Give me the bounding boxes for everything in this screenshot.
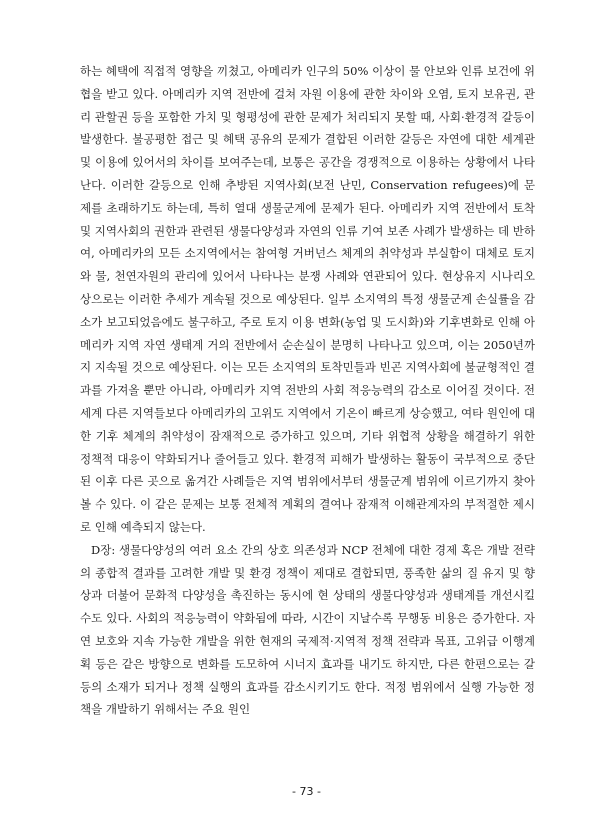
body-text	[80, 60, 535, 721]
paragraph-1: 하는 혜택에 직접적 영향을 끼쳤고, 아메리카 인구의 50% 이상이 물 안보와 인류 보건에 위협을 받고 있다. 아메리카 지역 전반에 걸쳐 자원 이용에 관한 차이와 오염, 토지 보유권, 관리 관할권 등을 포함한 가치 및 형평성에 관한 문제가 처리되지 못할 때, 사회·환경적 갈등이 발생한다. 불공평한 접근 및 혜택 공유의 문제가 결합된 이러한 갈등은 자연에 대한 세계관 및 이용에 있어서의 차이를 보여주는데, 보통은 공간을 경쟁적으로 이용하는 상황에서 나타난다. 이러한 갈등으로 인해 추방된 지역사회(보전 난민, Conservation refugees)에 문제를 초래하기도 하는데, 특히 열대 생물군계에 문제가 된다. 아메리카 지역 전반에서 토착 및 지역사회의 권한과 관련된 생물다양성과 자연의 인류 기여 보존 사례가 발생하는 데 반하여, 아메리카의 모든 소지역에서는 참여형 거버넌스 체계의 취약성과 부실함이 대체로 토지와 물, 천연자원의 관리에 있어서 나타나는 분쟁 사례와 연관되어 있다. 현상유지 시나리오 상으로는 이러한 추세가 계속될 것으로 예상된다. 일부 소지역의 특정 생물군계 손실률을 감소가 보고되었음에도 불구하고, 주로 토지 이용 변화(농업 및 도시화)와 기후변화로 인해 아메리카 지역 자연 생태계 거의 전반에서 순손실이 분명히 나타나고 있으며, 이는 2050년까지 지속될 것으로 예상된다. 이는 모든 소지역의 토착민들과 빈곤 지역사회에 불균형적인 결과를 가져올 뿐만 아니라, 아메리카 지역 전반의 사회 적응능력의 감소로 이어질 것이다. 전 세계 다른 지역들보다 아메리카의 고위도 지역에서 기온이 빠르게 상승했고, 여타 원인에 대한 기후 체계의 취약성이 잠재적으로 증가하고 있으며, 기타 위협적 상황을 해결하기 위한 정책적 대응이 약화되거나 줄어들고 있다. 환경적 피해가 발생하는 활동이 국부적으로 중단된 이후 다른 곳으로 옮겨간 사례들은 지역 범위에서부터 생물군계 범위에 이르기까지 찾아볼 수 있다. 이 같은 문제는 보통 전체적 계획의 결여나 잠재적 이해관계자의 부적절한 제시로 인해 예측되지 않는다.	[80, 64, 535, 534]
paragraph-2: D장: 생물다양성의 여러 요소 간의 상호 의존성과 NCP 전체에 대한 경제 혹은 개발 전략의 종합적 결과를 고려한 개발 및 환경 정책이 제대로 결합되면, 풍족한 삶의 질 유지 및 향상과 더불어 문화적 다양성을 촉진하는 동시에 현 상태의 생물다양성과 생태계를 개선시킬 수도 있다. 사회의 적응능력이 약화됨에 따라, 시간이 지날수록 무행동 비용은 증가한다. 자연 보호와 지속 가능한 개발을 위한 현재의 국제적·지역적 정책 전략과 목표, 고위급 이행계획 등은 같은 방향으로 변화를 도모하여 시너지 효과를 내기도 하지만, 다른 한편으로는 갈등의 소재가 되거나 정책 실행의 효과를 감소시키기도 한다. 적정 범위에서 실행 가능한 정책을 개발하기 위해서는 주요 원인	[80, 542, 535, 717]
page-number: - 73 -	[292, 785, 321, 798]
